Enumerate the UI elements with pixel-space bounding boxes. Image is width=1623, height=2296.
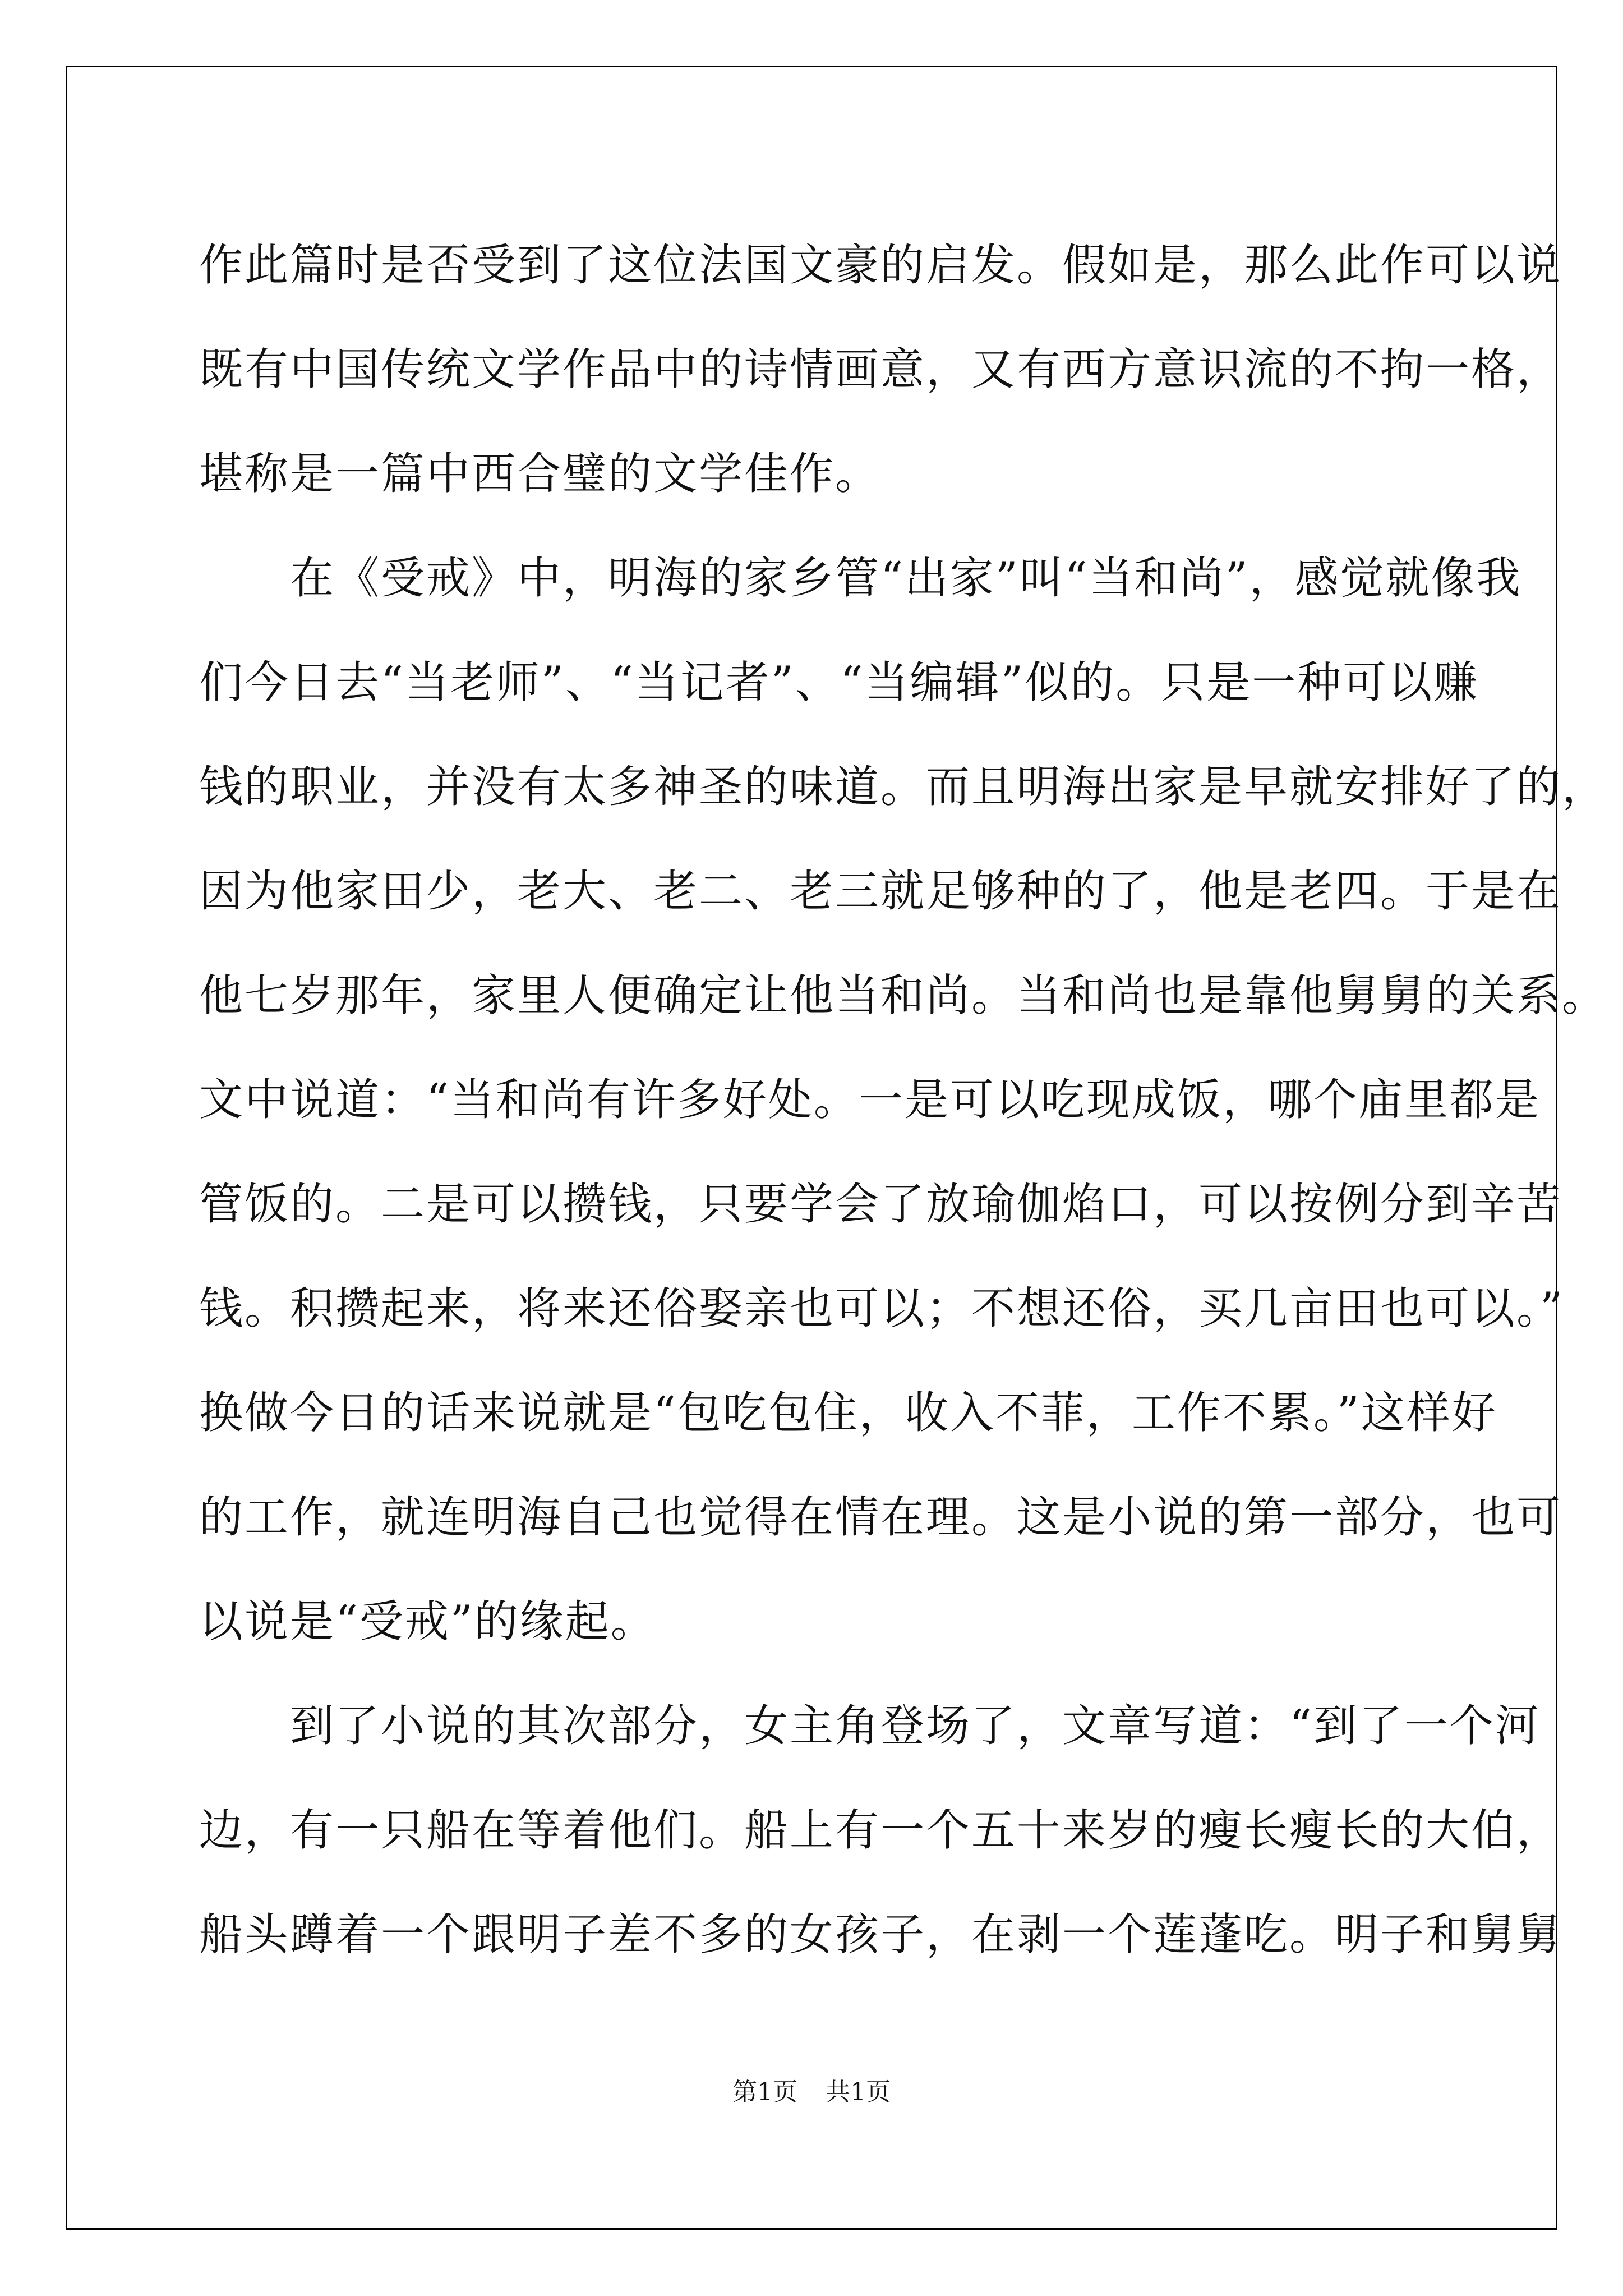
text-line: 因为他家田少，老大、老二、老三就足够种的了，他是老四。于是在 [199, 866, 1562, 917]
text-line: 钱的职业，并没有太多神圣的味道。而且明海出家是早就安排好了的， [199, 762, 1608, 812]
text-line: 的工作，就连明海自己也觉得在情在理。这是小说的第一部分，也可 [199, 1492, 1562, 1543]
text-line: 管饭的。二是可以攒钱，只要学会了放瑜伽焰口，可以按例分到辛苦 [199, 1179, 1562, 1230]
text-line: 他七岁那年，家里人便确定让他当和尚。当和尚也是靠他舅舅的关系。 [199, 970, 1608, 1021]
text-line: 在《受戒》中，明海的家乡管“出家”叫“当和尚”，感觉就像我 [199, 553, 1522, 604]
text-line: 钱。积攒起来，将来还俗娶亲也可以；不想还俗，买几亩田也可以。” [199, 1283, 1564, 1334]
text-line: 既有中国传统文学作品中的诗情画意，又有西方意识流的不拘一格， [199, 344, 1562, 395]
text-line: 堪称是一篇中西合璧的文学佳作。 [199, 449, 881, 499]
page-total: 共1页 [826, 2078, 891, 2106]
page-footer [0, 2076, 1623, 2109]
page-number: 第1页 [732, 2078, 797, 2106]
text-line: 们今日去“当老师”、“当记者”、“当编辑”似的。只是一种可以赚 [199, 657, 1479, 708]
text-line: 船头蹲着一个跟明子差不多的女孩子，在剥一个莲蓬吃。明子和舅舅 [199, 1910, 1562, 1960]
document-body [199, 213, 1608, 1987]
text-line: 到了小说的其次部分，女主角登场了，文章写道：“到了一个河 [199, 1701, 1541, 1751]
text-line: 文中说道：“当和尚有许多好处。一是可以吃现成饭，哪个庙里都是 [199, 1075, 1541, 1125]
text-line: 换做今日的话来说就是“包吃包住，收入不菲，工作不累。”这样好 [199, 1388, 1497, 1438]
text-line: 以说是“受戒”的缘起。 [199, 1596, 656, 1647]
text-line: 边，有一只船在等着他们。船上有一个五十来岁的瘦长瘦长的大伯， [199, 1805, 1562, 1856]
text-line: 作此篇时是否受到了这位法国文豪的启发。假如是，那么此作可以说 [199, 240, 1562, 291]
